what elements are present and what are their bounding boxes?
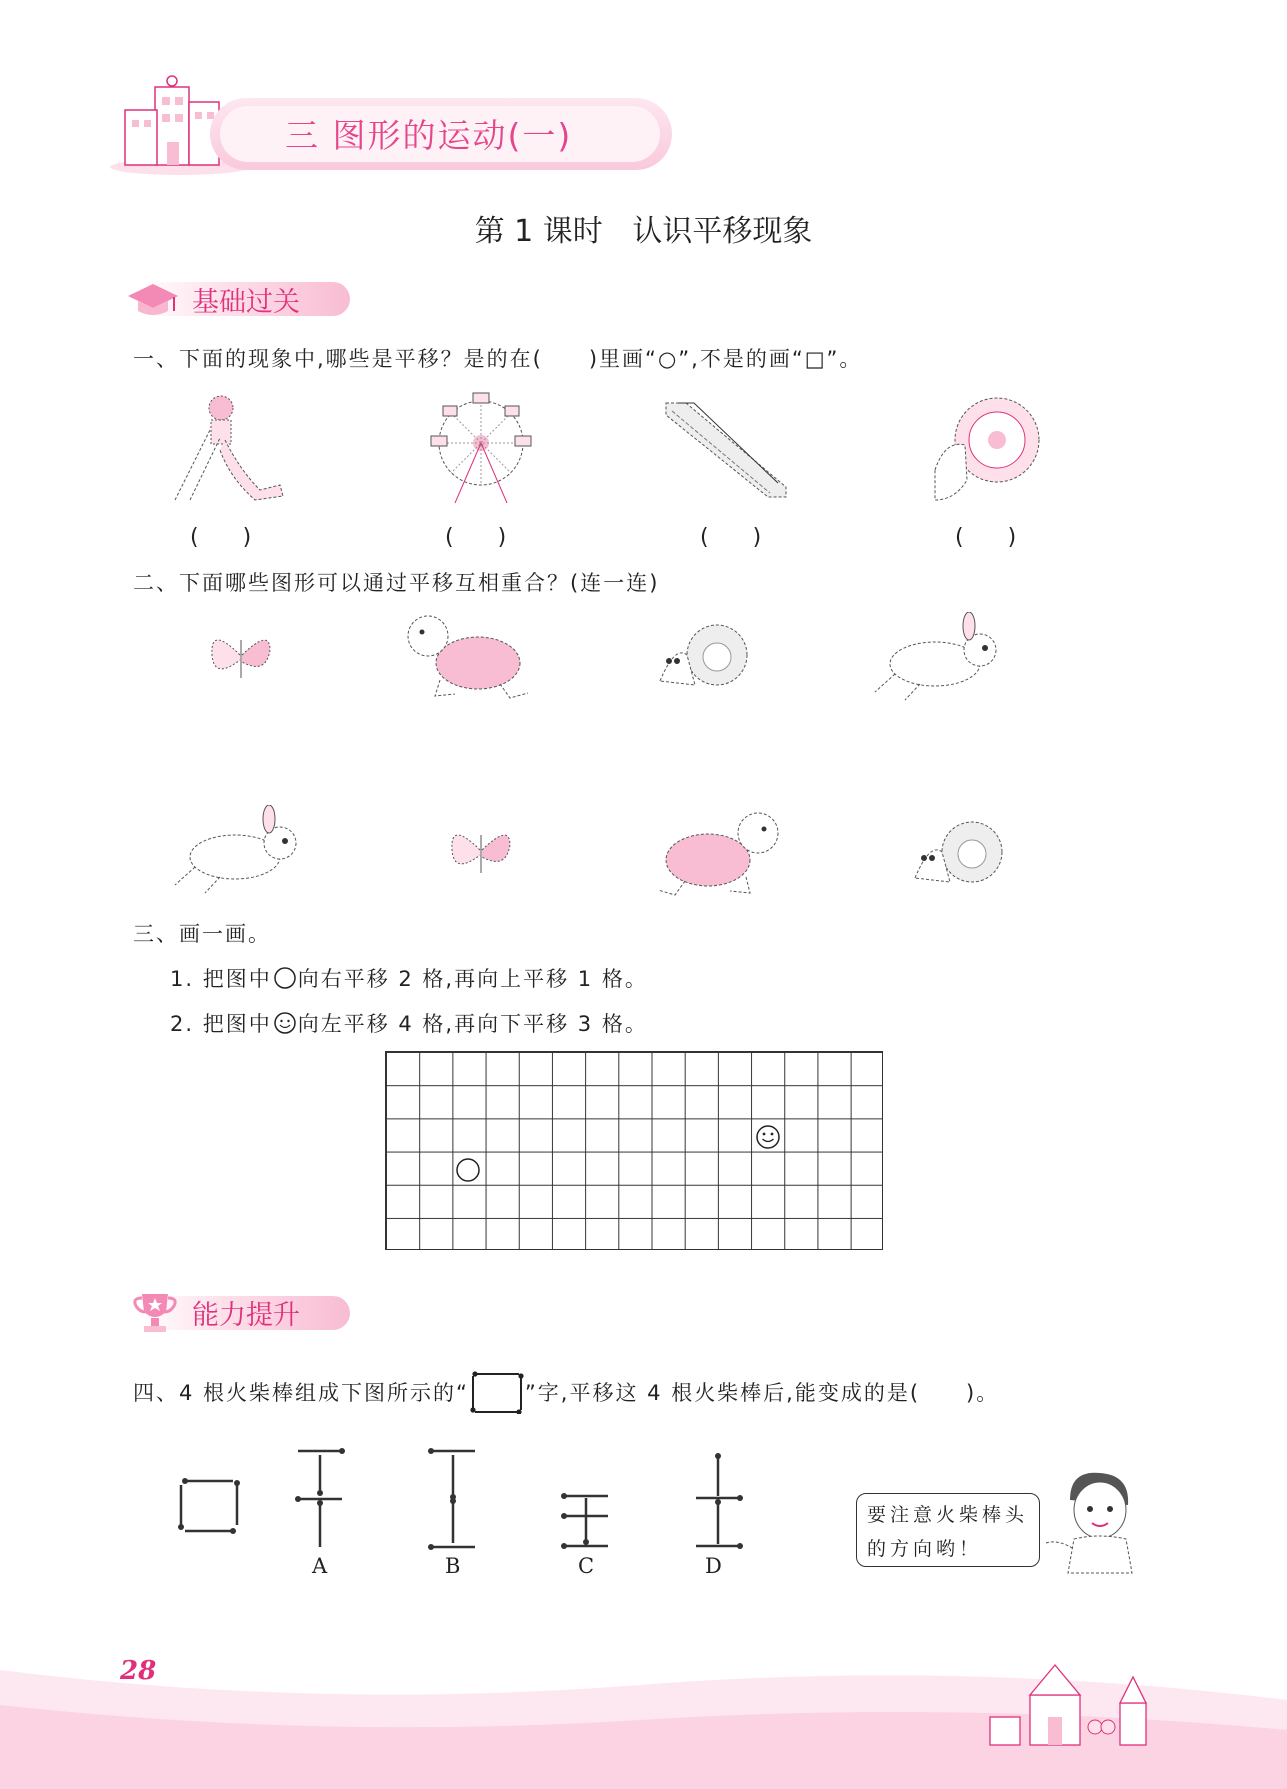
grid-circle-icon[interactable] — [454, 1156, 482, 1184]
rabbit-icon[interactable] — [165, 805, 310, 895]
hint-text: 要注意火柴棒头的方向哟！ — [867, 1504, 1029, 1560]
snail-icon[interactable] — [910, 812, 1010, 892]
butterfly-icon[interactable] — [440, 815, 522, 887]
graduation-cap-icon — [126, 278, 180, 320]
butterfly-icon[interactable] — [200, 620, 282, 690]
option-b-label[interactable]: B — [445, 1554, 461, 1578]
step-1-prefix: 1. 把图中 — [170, 967, 272, 991]
step-2-prefix: 2. 把图中 — [170, 1012, 272, 1036]
lesson-number: 第 1 课时 — [474, 214, 603, 249]
question-2-text: 二、下面哪些图形可以通过平移互相重合？(连一连) — [133, 571, 660, 595]
answer-blank-1[interactable]: ( ) — [190, 525, 252, 550]
question-4-text — [133, 1370, 999, 1414]
option-c-figure[interactable] — [558, 1488, 614, 1554]
page-number: 28 — [120, 1656, 157, 1686]
lesson-name: 认识平移现象 — [632, 214, 813, 249]
section-label-advanced: 能力提升 — [192, 1300, 300, 1331]
circle-icon — [272, 966, 298, 990]
matchstick-square-icon — [469, 1370, 525, 1414]
snail-icon[interactable] — [655, 615, 755, 695]
option-d-figure[interactable] — [690, 1450, 746, 1554]
step-2-suffix: 向左平移 4 格,再向下平移 3 格。 — [297, 1012, 648, 1036]
chapter-header — [105, 70, 685, 180]
question-3-step-1 — [170, 963, 648, 993]
castle-icon — [970, 1655, 1180, 1750]
option-a-figure[interactable] — [292, 1443, 348, 1553]
option-d-label[interactable]: D — [705, 1554, 722, 1578]
slide-icon — [165, 390, 285, 508]
steering-wheel-icon — [925, 390, 1050, 506]
question-3-step-2 — [170, 1008, 648, 1038]
lesson-title — [0, 206, 1287, 250]
step-1-suffix: 向右平移 2 格,再向上平移 1 格。 — [297, 967, 648, 991]
trophy-icon — [132, 1290, 178, 1336]
escalator-icon — [658, 395, 794, 500]
option-a-label[interactable]: A — [312, 1554, 328, 1578]
turtle-icon[interactable] — [400, 608, 535, 703]
q4-suffix: ”字,平移这 4 根火柴棒后,能变成的是( )。 — [524, 1381, 1000, 1405]
section-label-basic: 基础过关 — [192, 287, 300, 318]
answer-blank-3[interactable]: ( ) — [700, 525, 762, 550]
drawing-grid[interactable] — [385, 1051, 883, 1250]
answer-blank-2[interactable]: ( ) — [445, 525, 507, 550]
q4-prefix: 四、4 根火柴棒组成下图所示的“ — [133, 1381, 469, 1405]
hint-bubble — [856, 1493, 1040, 1567]
answer-blank-4[interactable]: ( ) — [955, 525, 1017, 550]
smiley-icon — [272, 1011, 298, 1035]
turtle-icon[interactable] — [650, 805, 785, 900]
question-1-text: 一、下面的现象中,哪些是平移？是的在( )里画“○”,不是的画“□”。 — [133, 347, 863, 371]
matchstick-original-figure — [175, 1475, 245, 1535]
question-3-text: 三、画一画。 — [133, 922, 271, 946]
chapter-title: 三 图形的运动(一) — [285, 116, 573, 155]
boy-icon — [1040, 1465, 1150, 1575]
option-b-figure[interactable] — [425, 1443, 481, 1553]
rabbit-icon[interactable] — [865, 612, 1010, 702]
option-c-label[interactable]: C — [578, 1554, 595, 1578]
grid-smiley-icon[interactable] — [754, 1123, 782, 1151]
ferris-wheel-icon — [425, 388, 537, 506]
